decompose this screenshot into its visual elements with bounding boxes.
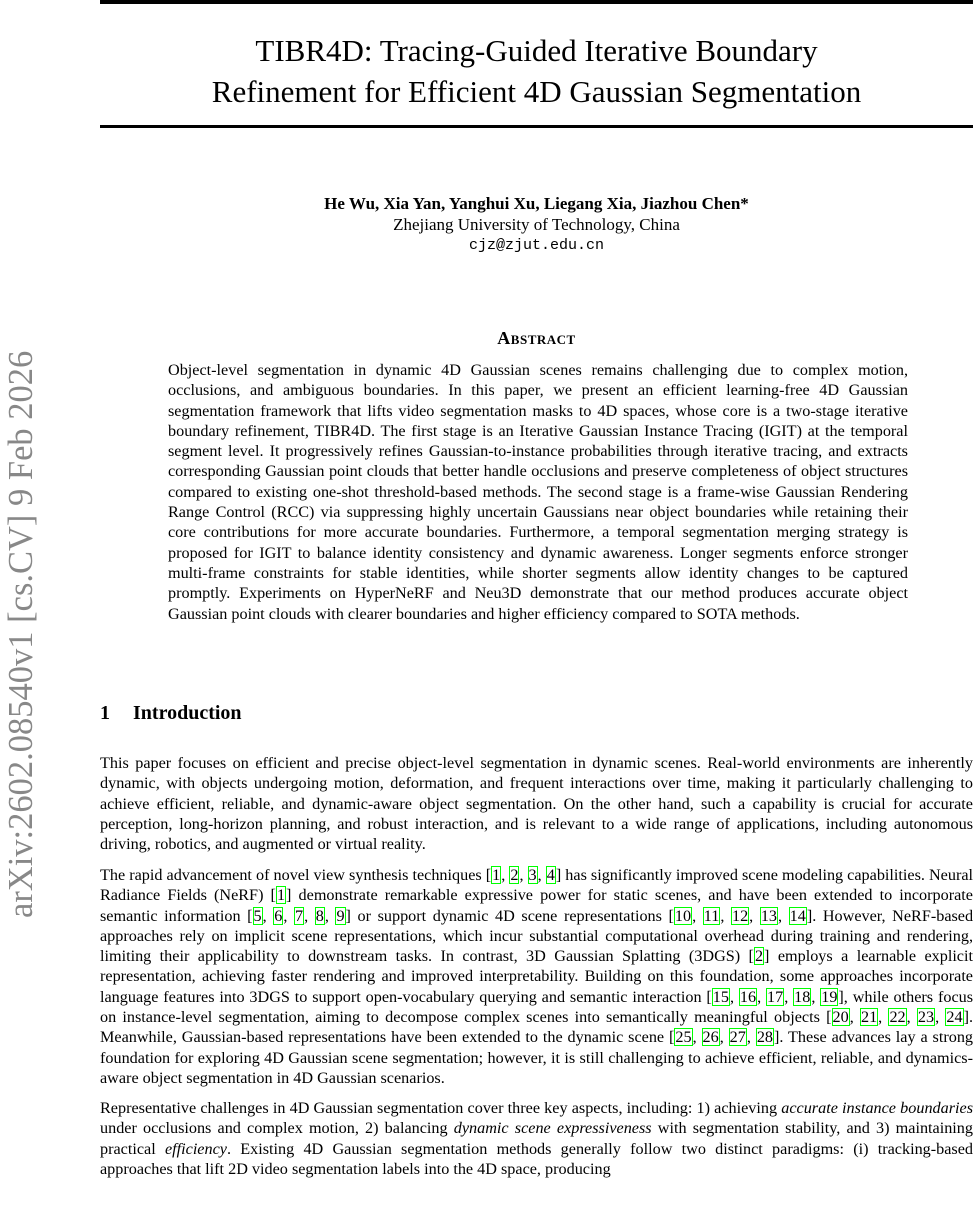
citation-link[interactable]: 7 xyxy=(294,906,304,925)
section-heading-introduction xyxy=(100,702,242,725)
citation-link[interactable]: 25 xyxy=(675,1028,692,1047)
citation-link[interactable]: 23 xyxy=(917,1008,935,1027)
citation-link[interactable]: 11 xyxy=(703,906,720,925)
intro-paragraph-1: This paper focuses on efficient and precise object-level segmentation in dynamic scenes. Real-world environments are inherently dynamic, with objects undergoing motion, deformation, and frequent interactions over time, making it particularly challenging to achieve efficient, reliable, and dynamic-aware object segmentation. On the other hand, such a capability is crucial for accurate perception, long-horizon planning, and robust interaction, and is relevant to a wide range of applications, including autonomous driving, robotics, and augmented or virtual reality. xyxy=(100,754,973,854)
citation-link[interactable]: 10 xyxy=(674,906,692,925)
citation-link[interactable]: 5 xyxy=(253,906,262,925)
citation-link[interactable]: 13 xyxy=(760,906,777,925)
citation-link[interactable]: 1 xyxy=(492,866,501,884)
title-line-2: Refinement for Efficient 4D Gaussian Segmentation xyxy=(211,74,862,109)
citation-link[interactable]: 17 xyxy=(767,987,784,1006)
intro-paragraph-2: The rapid advancement of novel view synthesis techniques [1, 2, 3, 4] has significantly improved scene modeling capabilities. Neural Radiance Fields (NeRF) [1] demonstrate remarkable expressive power for static scenes, and have been extended to incorporate semantic information [5, 6, 7, 8, 9] or support dynamic 4D scene representations [10, 11, 12, 13, 14]. However, NeRF-based approaches rely on implicit scene representations, which incur substantial computational overhead during training and rendering, limiting their applicability to downstream tasks. In contrast, 3D Gaussian Splatting (3DGS) [2] employs a learnable explicit representation, achieving faster rendering and improved interpretability. Building on this foundation, some approaches incorporate language features into 3DGS to support open-vocabulary querying and semantic interaction [15, 16, 17, 18, 19], while others focus on instance-level segmentation, aiming to decompose complex scenes into semantically meaningful objects [20, 21, 22, 23, 24]. Meanwhile, Gaussian-based representations have been extended to the dynamic scene [25, 26, 27, 28]. These advances lay a strong foundation for exploring 4D Gaussian scene segmentation; however, it is still challenging to achieve efficient, reliable, and dynamics-aware object segmentation in 4D Gaussian scenarios. xyxy=(100,866,974,1087)
citation-link[interactable]: 28 xyxy=(756,1028,773,1047)
section-title: Introduction xyxy=(133,702,242,724)
citation-link[interactable]: 8 xyxy=(315,906,324,925)
citation-link[interactable]: 15 xyxy=(712,987,729,1006)
citation-link[interactable]: 27 xyxy=(729,1028,746,1047)
abstract-body: Object-level segmentation in dynamic 4D Gaussian scenes remains challenging due to complex motion, occlusions, and ambiguous boundaries. In this paper, we present an efficient learning-free 4D Gaussian segmentation framework that lifts video segmentation masks to 4D spaces, whose core is a two-stage iterative boundary refinement, TIBR4D. The first stage is an Iterative Gaussian Instance Tracing (IGIT) at the temporal segment level. It progressively refines Gaussian-to-instance probabilities through iterative tracing, and extracts corresponding Gaussian point clouds that better handle occlusions and preserve completeness of object structures compared to existing one-shot threshold-based methods. The second stage is a frame-wise Gaussian Rendering Range Control (RCC) via suppressing highly uncertain Gaussians near object boundaries while retaining their core contributions for more accurate boundaries. Furthermore, a temporal segmentation merging strategy is proposed for IGIT to balance identity consistency and dynamic awareness. Longer segments enforce stronger multi-frame constraints for stable identities, while shorter segments allow identity changes to be captured promptly. Experiments on HyperNeRF and Neu3D demonstrate that our method produces accurate object Gaussian point clouds with clearer boundaries and higher efficiency compared to SOTA methods. xyxy=(168,361,908,623)
citation-link[interactable]: 14 xyxy=(789,906,806,925)
author-affiliation: Zhejiang University of Technology, China xyxy=(393,215,680,234)
title-bottom-rule xyxy=(100,125,973,128)
abstract-heading: Abstract xyxy=(497,328,576,348)
citation-link[interactable]: 20 xyxy=(832,1008,849,1027)
paper-title xyxy=(100,30,973,112)
citation-link[interactable]: 18 xyxy=(794,987,811,1006)
top-rule xyxy=(100,0,973,4)
citation-link[interactable]: 3 xyxy=(528,866,537,884)
citation-link[interactable]: 22 xyxy=(889,1008,906,1027)
citation-link[interactable]: 12 xyxy=(731,906,749,925)
citation-link[interactable]: 24 xyxy=(946,1008,963,1027)
citation-link[interactable]: 4 xyxy=(546,866,555,884)
citation-link[interactable]: 1 xyxy=(276,886,286,905)
author-email[interactable]: cjz@zjut.edu.cn xyxy=(468,237,605,254)
citation-link[interactable]: 16 xyxy=(739,987,757,1006)
citation-link[interactable]: 2 xyxy=(510,866,519,884)
citation-link[interactable]: 26 xyxy=(702,1028,719,1047)
title-line-1: TIBR4D: Tracing-Guided Iterative Boundary xyxy=(255,33,818,68)
citation-link[interactable]: 6 xyxy=(274,906,283,925)
citation-link[interactable]: 21 xyxy=(860,1008,878,1027)
author-names: He Wu, Xia Yan, Yanghui Xu, Liegang Xia, Jiazhou Chen* xyxy=(324,194,749,213)
citation-link[interactable]: 9 xyxy=(336,906,345,925)
author-block xyxy=(100,193,973,256)
intro-paragraph-3: Representative challenges in 4D Gaussian segmentation cover three key aspects, including: 1) achieving accurate instance boundaries under occlusions and complex motion, 2) balancing dynamic scene expressiveness with segmentation stability, and 3) maintaining practical efficiency. Existing 4D Gaussian segmentation methods generally follow two distinct paradigms: (i) tracking-based approaches that lift 2D video segmentation labels into the 4D space, producing xyxy=(100,1099,974,1178)
section-number: 1 xyxy=(100,702,110,724)
arxiv-identifier-sidebar xyxy=(0,0,64,1200)
arxiv-identifier-text: arXiv:2602.08540v1 [cs.CV] 9 Feb 2026 xyxy=(2,350,40,918)
citation-link[interactable]: 2 xyxy=(754,947,764,966)
citation-link[interactable]: 19 xyxy=(821,987,838,1006)
